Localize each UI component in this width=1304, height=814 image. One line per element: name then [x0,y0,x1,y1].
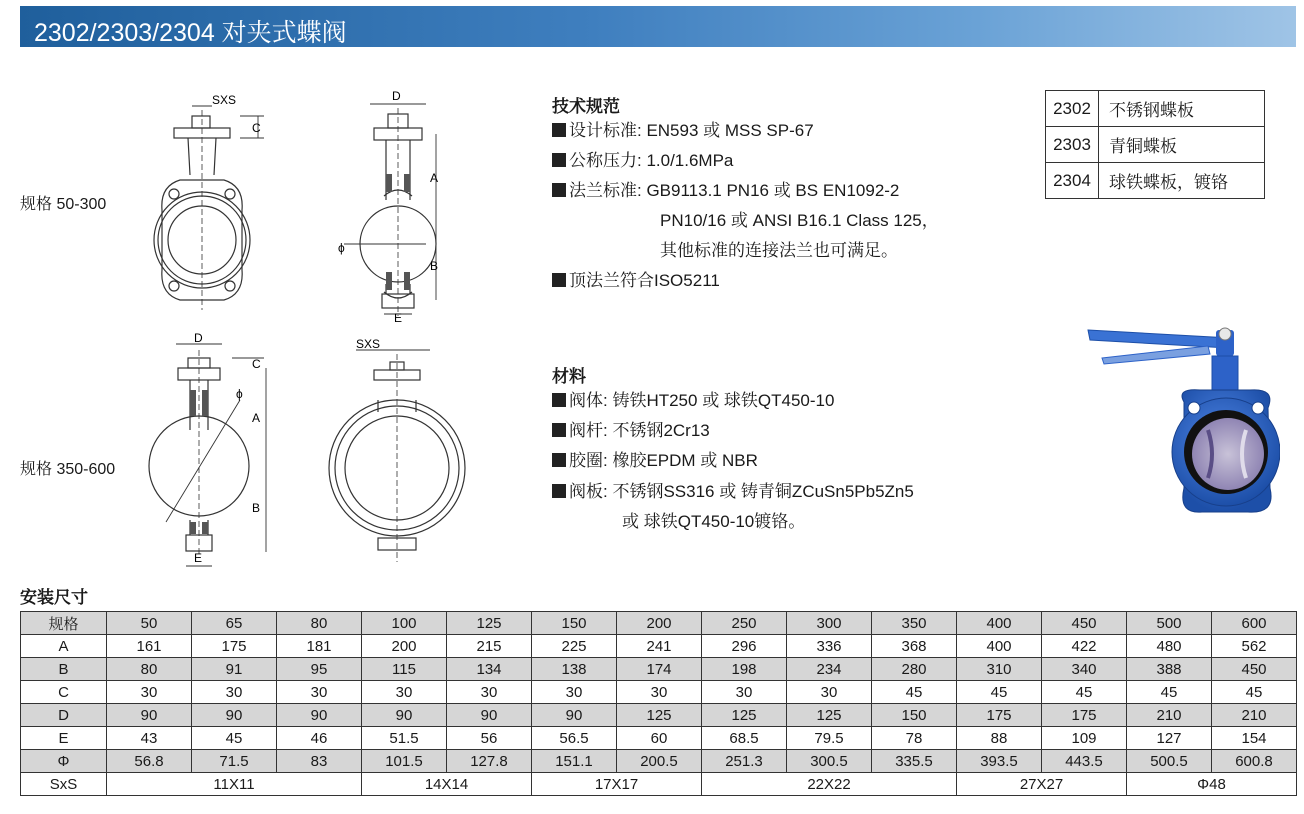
variant-code: 2302 [1046,91,1099,127]
drawing-front-large [320,336,480,572]
variants-table [1045,90,1265,199]
cell: 46 [277,727,362,750]
label-phi-large: ϕ [236,387,243,401]
cell: 280 [872,658,957,681]
cell: 174 [617,658,702,681]
row-label: B [21,658,107,681]
dimension-row [21,727,1297,750]
sxs-cell: 14X14 [362,773,532,796]
label-e-large: E [194,551,203,565]
cell: 90 [107,704,192,727]
cell: 90 [362,704,447,727]
cell: 83 [277,750,362,773]
cell: 30 [192,681,277,704]
technical-line: PN10/16 或 ANSI B16.1 Class 125， [660,211,939,230]
cell: 78 [872,727,957,750]
cell: 150 [872,704,957,727]
technical-heading: 技术规范 [552,97,620,116]
cell: 68.5 [702,727,787,750]
sxs-cell: 27X27 [957,773,1127,796]
technical-line: 公称压力: 1.0/1.6MPa [552,151,733,171]
cell: 251.3 [702,750,787,773]
cell: 151.1 [532,750,617,773]
cell: 30 [532,681,617,704]
dimension-row [21,704,1297,727]
cell: 210 [1212,704,1297,727]
cell: 368 [872,635,957,658]
variant-code: 2303 [1046,127,1099,163]
label-c-large: C [252,357,261,371]
cell: 88 [957,727,1042,750]
header-cell: 规格 [21,612,107,635]
sxs-cell: 11X11 [107,773,362,796]
cell: 161 [107,635,192,658]
cell: 200.5 [617,750,702,773]
header-cell: 125 [447,612,532,635]
material-line: 阀板: 不锈钢SS316 或 铸青铜ZCuSn5Pb5Zn5 [552,482,914,502]
cell: 79.5 [787,727,872,750]
cell: 56.5 [532,727,617,750]
row-label: Φ [21,750,107,773]
material-line: 或 球铁QT450-10镀铬。 [622,512,806,531]
cell: 388 [1127,658,1212,681]
variant-row [1046,91,1265,127]
row-label: E [21,727,107,750]
install-title: 安装尺寸 [20,588,88,607]
cell: 30 [702,681,787,704]
label-a-large: A [252,411,261,425]
cell: 200 [362,635,447,658]
cell: 30 [447,681,532,704]
cell: 71.5 [192,750,277,773]
title-bar [20,6,1296,47]
label-sxs: SXS [212,93,237,107]
cell: 500.5 [1127,750,1212,773]
header-cell: 200 [617,612,702,635]
label-d: D [392,89,401,103]
cell: 154 [1212,727,1297,750]
cell: 90 [277,704,362,727]
dimension-row [21,681,1297,704]
cell: 335.5 [872,750,957,773]
header-cell: 100 [362,612,447,635]
header-cell: 50 [107,612,192,635]
drawing-side-large [140,330,280,575]
variant-code: 2304 [1046,163,1099,199]
cell: 125 [617,704,702,727]
cell: 127.8 [447,750,532,773]
spec-label-small: 规格 50-300 [20,196,107,213]
dimension-header-row [21,612,1297,635]
header-cell: 80 [277,612,362,635]
page-title: 2302/2303/2304 对夹式蝶阀 [34,19,347,47]
cell: 115 [362,658,447,681]
cell: 422 [1042,635,1127,658]
cell: 127 [1127,727,1212,750]
label-d-large: D [194,331,203,345]
cell: 175 [192,635,277,658]
variant-row [1046,163,1265,199]
cell: 175 [957,704,1042,727]
cell: 90 [192,704,277,727]
drawing-side-small [330,84,450,324]
dimension-row [21,658,1297,681]
cell: 45 [957,681,1042,704]
cell: 56 [447,727,532,750]
material-line: 阀杆: 不锈钢2Cr13 [552,421,710,441]
label-b-large: B [252,501,261,515]
header-cell: 450 [1042,612,1127,635]
sxs-cell: 22X22 [702,773,957,796]
variant-name: 青铜蝶板 [1099,127,1265,163]
cell: 60 [617,727,702,750]
label-b: B [430,259,439,273]
variant-name: 球铁蝶板，镀铬 [1099,163,1265,199]
dimension-row-sxs [21,773,1297,796]
cell: 562 [1212,635,1297,658]
cell: 181 [277,635,362,658]
header-cell: 250 [702,612,787,635]
variant-row [1046,127,1265,163]
cell: 234 [787,658,872,681]
dimension-table [20,611,1297,796]
cell: 340 [1042,658,1127,681]
label-a: A [430,171,439,185]
technical-line: 其他标准的连接法兰也可满足。 [660,241,898,260]
cell: 400 [957,635,1042,658]
cell: 300.5 [787,750,872,773]
drawing-front-small [140,90,270,320]
technical-line: 法兰标准: GB9113.1 PN16 或 BS EN1092-2 [552,181,899,201]
material-line: 阀体: 铸铁HT250 或 球铁QT450-10 [552,391,834,411]
cell: 101.5 [362,750,447,773]
header-cell: 400 [957,612,1042,635]
cell: 225 [532,635,617,658]
cell: 443.5 [1042,750,1127,773]
cell: 138 [532,658,617,681]
cell: 296 [702,635,787,658]
header-cell: 150 [532,612,617,635]
cell: 210 [1127,704,1212,727]
technical-line: 设计标准: EN593 或 MSS SP-67 [552,121,814,141]
cell: 109 [1042,727,1127,750]
sxs-cell: Φ48 [1127,773,1297,796]
cell: 600.8 [1212,750,1297,773]
cell: 125 [702,704,787,727]
cell: 45 [192,727,277,750]
header-cell: 65 [192,612,277,635]
cell: 45 [1127,681,1212,704]
cell: 95 [277,658,362,681]
cell: 30 [787,681,872,704]
cell: 310 [957,658,1042,681]
cell: 45 [1212,681,1297,704]
dimension-row [21,750,1297,773]
cell: 30 [617,681,702,704]
cell: 215 [447,635,532,658]
cell: 80 [107,658,192,681]
cell: 175 [1042,704,1127,727]
cell: 56.8 [107,750,192,773]
header-cell: 500 [1127,612,1212,635]
cell: 51.5 [362,727,447,750]
cell: 393.5 [957,750,1042,773]
material-line: 胶圈: 橡胶EPDM 或 NBR [552,451,758,471]
cell: 125 [787,704,872,727]
header-cell: 300 [787,612,872,635]
cell: 90 [532,704,617,727]
row-label: D [21,704,107,727]
cell: 45 [1042,681,1127,704]
cell: 30 [362,681,447,704]
row-label: A [21,635,107,658]
cell: 30 [107,681,192,704]
cell: 90 [447,704,532,727]
cell: 241 [617,635,702,658]
cell: 30 [277,681,362,704]
cell: 43 [107,727,192,750]
row-label: SxS [21,773,107,796]
materials-heading: 材料 [552,367,586,386]
cell: 450 [1212,658,1297,681]
header-cell: 350 [872,612,957,635]
cell: 134 [447,658,532,681]
cell: 198 [702,658,787,681]
row-label: C [21,681,107,704]
label-e: E [394,311,403,324]
variant-name: 不锈钢蝶板 [1099,91,1265,127]
sxs-cell: 17X17 [532,773,702,796]
cell: 480 [1127,635,1212,658]
spec-label-large: 规格 350-600 [20,461,116,478]
technical-line: 顶法兰符合ISO5211 [552,271,720,291]
cell: 336 [787,635,872,658]
header-cell: 600 [1212,612,1297,635]
product-photo [1080,318,1280,533]
cell: 45 [872,681,957,704]
label-sxs-large: SXS [356,337,381,351]
dimension-row [21,635,1297,658]
cell: 91 [192,658,277,681]
label-c: C [252,121,261,135]
label-phi: ϕ [338,241,345,255]
